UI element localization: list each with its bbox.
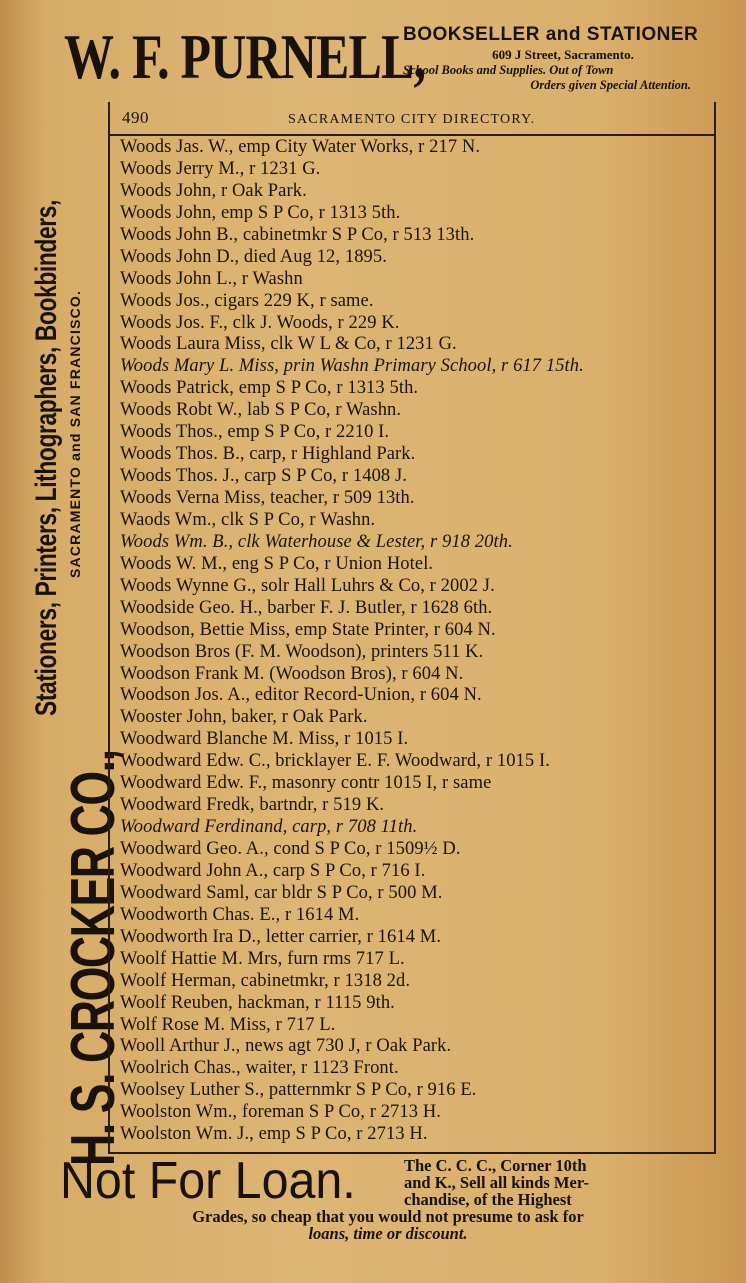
footer-bottom-line-1: Grades, so cheap that you would not presume to ask for [192,1207,584,1226]
directory-entry: Woodson, Bettie Miss, emp State Printer, r 604 N. [120,619,496,640]
directory-entry: Woods Thos. J., carp S P Co, r 1408 J. [120,466,408,487]
directory-entry: Woolf Hattie M. Mrs, furn rms 717 L. [120,948,405,969]
header-advertisement [403,24,723,93]
footer-ad-bottom [60,1208,716,1242]
directory-entry: Woodworth Ira D., letter carrier, r 1614 M. [120,926,442,947]
directory-entry: Woolrich Chas., waiter, r 1123 Front. [120,1058,399,1079]
directory-entry: Woodward Ferdinand, carp, r 708 11th. [120,817,418,838]
directory-entry: Woods Mary L. Miss, prin Washn Primary School, r 617 15th. [120,356,584,377]
footer-right-line-3: chandise, of the Highest [404,1190,572,1209]
directory-entry: Woolf Reuben, hackman, r 1115 9th. [120,992,395,1013]
directory-entry: Woolston Wm., foreman S P Co, r 2713 H. [120,1102,442,1123]
directory-entry: Woodward Fredk, bartndr, r 519 K. [120,795,385,816]
directory-entry: Woodson Frank M. (Woodson Bros), r 604 N. [120,663,464,684]
directory-entry: Woodward Blanche M. Miss, r 1015 I. [120,729,409,750]
header-advertiser-name: W. F. PURNELL, [64,21,426,92]
directory-entry: Woodward John A., carp S P Co, r 716 I. [120,860,426,881]
directory-entry: Woods John B., cabinetmkr S P Co, r 513 13th. [120,224,475,245]
side-ad-cities-text: SACRAMENTO and SAN FRANCISCO. [67,289,83,578]
directory-entry: Woodward Geo. A., cond S P Co, r 1509½ D. [120,839,461,859]
directory-entry: Wooll Arthur J., news agt 730 J, r Oak Park. [120,1036,452,1057]
header-line-4: Orders given Special Attention. [530,78,691,92]
directory-entry: Wooster John, baker, r Oak Park. [120,707,368,728]
directory-entry: Woods Robt W., lab S P Co, r Washn. [120,400,402,421]
directory-entry: Woolsey Luther S., patternmkr S P Co, r 916 E. [120,1080,477,1101]
footer-bottom-line-2: loans, time or discount. [308,1224,468,1243]
directory-entries [120,137,720,1146]
directory-entry: Woods John D., died Aug 12, 1895. [120,246,387,267]
side-ad-company-text: H. S. CROCKER CO., [59,750,128,1166]
footer-headline: Not For Loan. [60,1152,356,1210]
footer-ad-right [404,1157,716,1208]
directory-entry: Woods Wm. B., clk Waterhouse & Lester, r 918 20th. [120,531,513,552]
directory-entry: Woodward Edw. C., bricklayer E. F. Woodward, r 1015 I. [120,751,550,772]
directory-entry: Wolf Rose M. Miss, r 717 L. [120,1014,336,1035]
directory-entry: Woods John, emp S P Co, r 1313 5th. [120,202,401,223]
directory-entry: Waods Wm., clk S P Co, r Washn. [120,509,376,530]
directory-entry: Woods John, r Oak Park. [120,180,307,201]
directory-entry: Woods Patrick, emp S P Co, r 1313 5th. [120,378,419,399]
directory-entry: Woodson Bros (F. M. Woodson), printers 511 K. [120,641,484,662]
directory-entry: Woods John L., r Washn [120,268,303,289]
directory-entry: Woods Jos. F., clk J. Woods, r 229 K. [120,312,400,333]
directory-entry: Woodside Geo. H., barber F. J. Butler, r 1628 6th. [120,597,493,618]
directory-entry: Woods Thos. B., carp, r Highland Park. [120,444,416,465]
directory-entry: Woods Thos., emp S P Co, r 2210 I. [120,422,390,443]
header-line-2: 609 J Street, Sacramento. [492,47,634,62]
header-line-3: School Books and Supplies. Out of Town [403,63,614,77]
directory-entry: Woolf Herman, cabinetmkr, r 1318 2d. [120,970,411,991]
directory-entry: Woods Jas. W., emp City Water Works, r 217 N. [120,137,481,157]
side-ad-trades-text: Stationers, Printers, Lithographers, Bookbinders, [30,199,63,716]
running-head [108,104,716,136]
directory-entry: Woods Jerry M., r 1231 G. [120,158,321,179]
page-title: SACRAMENTO CITY DIRECTORY. [288,112,536,127]
directory-entry: Woodson Jos. A., editor Record-Union, r 604 N. [120,685,482,706]
page-number: 490 [122,108,149,127]
directory-entry: Woods Jos., cigars 229 K, r same. [120,290,374,311]
side-advertisement [0,0,128,1283]
footer-right-line-1: The C. C. C., Corner 10th [404,1156,587,1175]
directory-entry: Woodworth Chas. E., r 1614 M. [120,904,360,925]
directory-entry: Woodward Edw. F., masonry contr 1015 I, r same [120,773,492,794]
directory-entry: Woods W. M., eng S P Co, r Union Hotel. [120,553,434,574]
directory-entry: Woolston Wm. J., emp S P Co, r 2713 H. [120,1124,428,1145]
directory-entry: Woods Laura Miss, clk W L & Co, r 1231 G. [120,334,457,355]
header-line-1: BOOKSELLER and STATIONER [403,24,699,45]
directory-entry: Woods Verna Miss, teacher, r 509 13th. [120,488,415,508]
footer-right-line-2: and K., Sell all kinds Mer- [404,1173,590,1192]
directory-entry: Woodward Saml, car bldr S P Co, r 500 M. [120,882,443,903]
directory-entry: Woods Wynne G., solr Hall Luhrs & Co, r 2002 J. [120,575,495,596]
